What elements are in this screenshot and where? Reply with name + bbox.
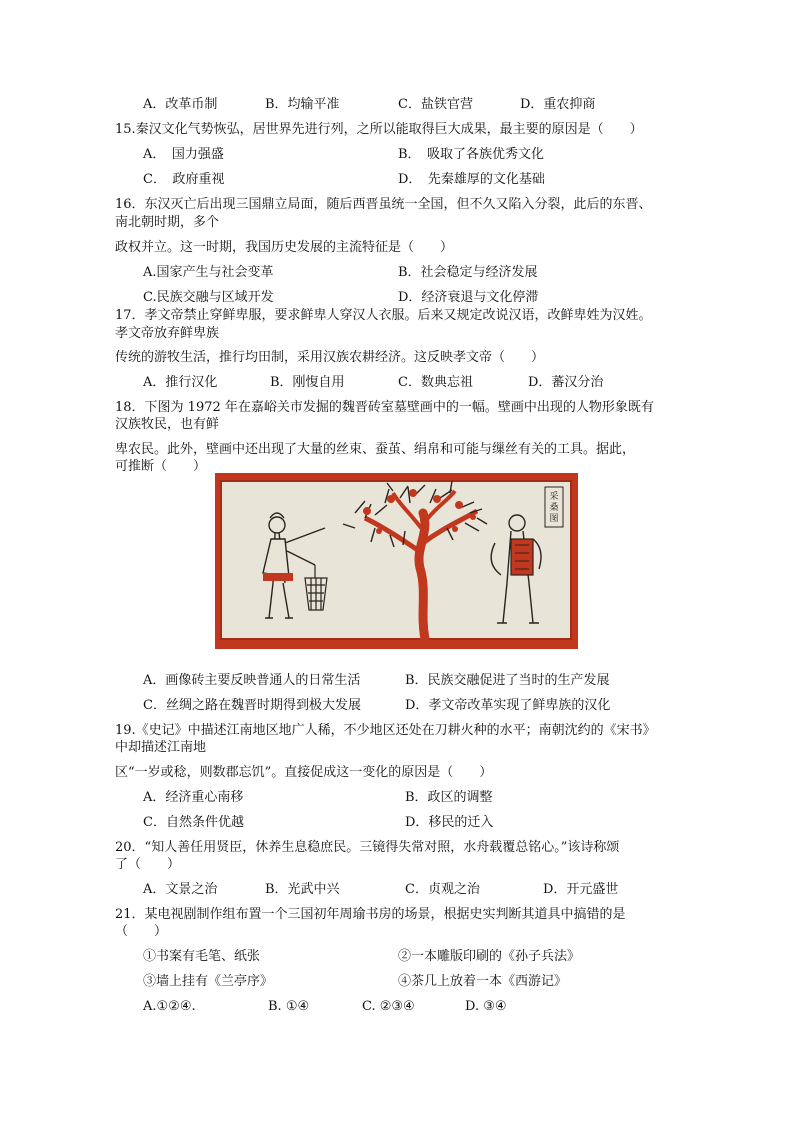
q16-option-c: C.民族交融与区域开发 (143, 290, 274, 305)
q14-option-a: A．改革币制 (143, 97, 218, 112)
q18-option-b: B．民族交融促进了当时的生产发展 (405, 673, 610, 688)
q16-stem-line2: 南北朝时期，多个 (115, 215, 220, 230)
q15-option-c: C． 政府重视 (143, 172, 225, 187)
q17-stem-line2: 孝文帝放弃鲜卑族 (115, 326, 220, 341)
q17-option-b: B．刚愎自用 (270, 375, 345, 390)
q21-item-1: ①书案有毛笔、纸张 (143, 949, 261, 964)
q18-stem-line4: 可推断（ ） (115, 459, 207, 474)
q21-option-c: C. ②③④ (362, 999, 415, 1014)
mural-label-char-3: 图 (549, 513, 559, 523)
q19-option-d: D．移民的迁入 (405, 815, 494, 830)
q18-option-a: A．画像砖主要反映普通人的日常生活 (143, 673, 361, 688)
q20-stem-line2: 了（ ） (115, 857, 181, 872)
q19-stem-line3: 区“一岁或稔，则数郡忘饥”。直接促成这一变化的原因是（ ） (115, 765, 493, 780)
q21-option-b: B. ①④ (268, 999, 310, 1014)
q20-option-b: B．光武中兴 (265, 882, 340, 897)
mural-label-char-1: 采 (549, 491, 559, 501)
q18-stem-line2: 汉族牧民，也有鲜 (115, 417, 220, 432)
q21-option-a: A.①②④. (143, 999, 196, 1014)
q21-item-4: ④茶几上放着一本《西游记》 (398, 974, 568, 989)
q15-option-a: A． 国力强盛 (143, 147, 224, 162)
q19-stem-line1: 19.《史记》中描述江南地区地广人稀，不少地区还处在刀耕火种的水平；南朝沈约的《宋书》 (115, 723, 656, 738)
q21-stem-line2: （ ） (115, 924, 168, 939)
q15-stem: 15.秦汉文化气势恢弘，居世界先进行列，之所以能取得巨大成果，最主要的原因是（ ） (115, 122, 643, 137)
q16-stem-line3: 政权并立。这一时期，我国历史发展的主流特征是（ ） (115, 240, 454, 255)
q19-stem-line2: 中却描述江南地 (115, 740, 207, 755)
q15-option-d: D． 先秦雄厚的文化基础 (398, 172, 545, 187)
mural-label-char-2: 桑 (549, 502, 559, 512)
q19-option-b: B．政区的调整 (405, 790, 493, 805)
q16-option-b: B．社会稳定与经济发展 (398, 265, 538, 280)
q20-option-d: D．开元盛世 (543, 882, 619, 897)
q20-stem-line1: 20．“知人善任用贤臣，休养生息稳庶民。三镜得失常对照，水舟载覆总铭心。”该诗称颂 (115, 840, 620, 855)
q21-stem-line1: 21．某电视剧制作组布置一个三国初年周瑜书房的场景，根据史实判断其道具中搞错的是 (115, 907, 626, 922)
q17-option-d: D．蕃汉分治 (528, 375, 604, 390)
q19-option-a: A．经济重心南移 (143, 790, 244, 805)
q21-option-d: D. ③④ (465, 999, 507, 1014)
q16-stem-line1: 16．东汉灭亡后出现三国鼎立局面，随后西晋虽统一全国，但不久又陷入分裂，此后的东晋、 (115, 197, 652, 212)
mural-image (215, 473, 578, 649)
q18-option-d: D．孝文帝改革实现了鲜卑族的汉化 (405, 698, 611, 713)
q21-item-2: ②一本雕版印刷的《孙子兵法》 (398, 949, 581, 964)
q20-option-c: C．贞观之治 (405, 882, 480, 897)
q17-stem-line1: 17．孝文帝禁止穿鲜卑服，要求鲜卑人穿汉人衣服。后来又规定改说汉语，改鲜卑姓为汉姓。 (115, 308, 652, 323)
q20-option-a: A．文景之治 (143, 882, 218, 897)
q18-option-c: C．丝绸之路在魏晋时期得到极大发展 (143, 698, 361, 713)
q17-option-c: C．数典忘祖 (398, 375, 473, 390)
q19-option-c: C．自然条件优越 (143, 815, 244, 830)
q17-option-a: A．推行汉化 (143, 375, 218, 390)
mulberry-picking-mural (215, 473, 578, 649)
q18-stem-line1: 18．下图为 1972 年在嘉峪关市发掘的魏晋砖室墓壁画中的一幅。壁画中出现的人物形象既有 (115, 400, 654, 415)
q14-option-c: C．盐铁官营 (398, 97, 473, 112)
q14-option-d: D．重农抑商 (520, 97, 596, 112)
q18-stem-line3: 卑农民。此外，壁画中还出现了大量的丝束、蚕茧、绢帛和可能与缫丝有关的工具。据此， (115, 442, 636, 457)
q21-item-3: ③墙上挂有《兰亭序》 (143, 974, 274, 989)
q17-stem-line3: 传统的游牧生活，推行均田制，采用汉族农耕经济。这反映孝文帝（ ） (115, 350, 545, 365)
q14-option-b: B．均输平准 (265, 97, 340, 112)
q16-option-a: A.国家产生与社会变革 (143, 265, 274, 280)
q15-option-b: B． 吸取了各族优秀文化 (398, 147, 545, 162)
q16-option-d: D．经济衰退与文化停滞 (398, 290, 539, 305)
